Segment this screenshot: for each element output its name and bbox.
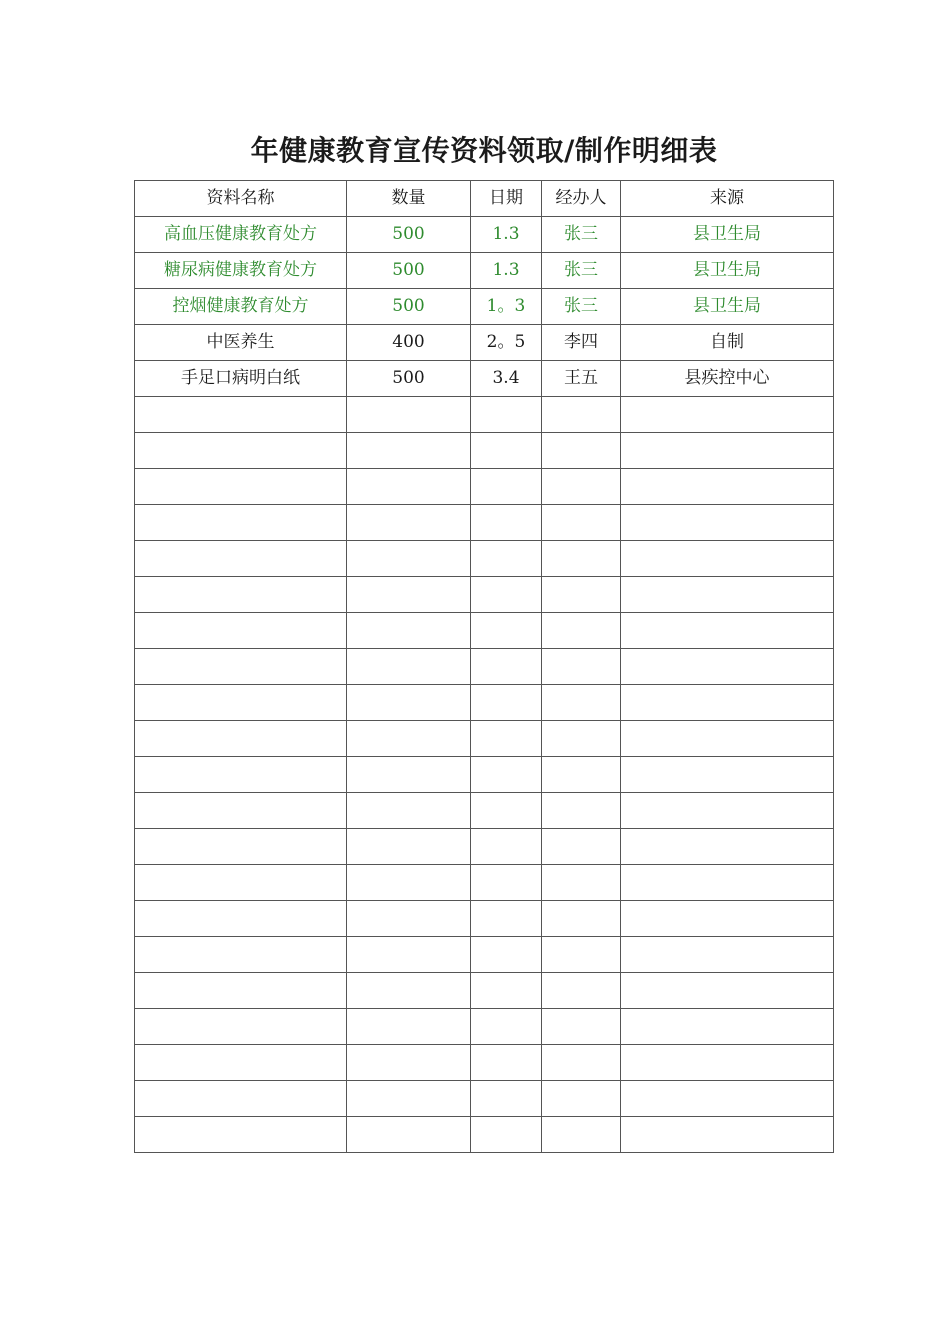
cell-date: 1.3 <box>471 253 542 289</box>
empty-cell <box>471 937 542 973</box>
empty-row <box>135 541 834 577</box>
empty-cell <box>621 757 834 793</box>
empty-cell <box>621 433 834 469</box>
empty-cell <box>542 433 621 469</box>
cell-handler: 张三 <box>542 253 621 289</box>
empty-cell <box>347 901 471 937</box>
empty-cell <box>347 577 471 613</box>
empty-row <box>135 1117 834 1153</box>
empty-row <box>135 469 834 505</box>
empty-cell <box>135 1045 347 1081</box>
cell-handler: 张三 <box>542 217 621 253</box>
empty-cell <box>542 505 621 541</box>
empty-cell <box>621 649 834 685</box>
empty-row <box>135 613 834 649</box>
empty-row <box>135 397 834 433</box>
empty-row <box>135 1045 834 1081</box>
empty-cell <box>347 685 471 721</box>
empty-cell <box>542 1009 621 1045</box>
empty-cell <box>542 793 621 829</box>
empty-cell <box>621 1081 834 1117</box>
empty-cell <box>471 1045 542 1081</box>
empty-cell <box>471 505 542 541</box>
empty-cell <box>621 541 834 577</box>
empty-cell <box>542 757 621 793</box>
empty-cell <box>135 469 347 505</box>
empty-row <box>135 685 834 721</box>
empty-cell <box>542 721 621 757</box>
page-title: 年健康教育宣传资料领取/制作明细表 <box>250 134 718 167</box>
cell-quantity: 500 <box>347 217 471 253</box>
empty-cell <box>135 613 347 649</box>
empty-cell <box>542 1081 621 1117</box>
empty-cell <box>471 649 542 685</box>
empty-cell <box>347 541 471 577</box>
empty-cell <box>542 829 621 865</box>
cell-handler: 李四 <box>542 325 621 361</box>
empty-cell <box>621 469 834 505</box>
cell-material-name: 控烟健康教育处方 <box>135 289 347 325</box>
header-source: 来源 <box>621 181 834 217</box>
cell-date: 1。3 <box>471 289 542 325</box>
cell-source: 县疾控中心 <box>621 361 834 397</box>
empty-row <box>135 505 834 541</box>
table-row <box>135 217 834 253</box>
empty-cell <box>347 829 471 865</box>
empty-cell <box>471 541 542 577</box>
empty-cell <box>347 433 471 469</box>
empty-cell <box>135 865 347 901</box>
header-date: 日期 <box>471 181 542 217</box>
empty-row <box>135 973 834 1009</box>
empty-cell <box>135 829 347 865</box>
table-row <box>135 289 834 325</box>
empty-cell <box>542 865 621 901</box>
empty-cell <box>621 829 834 865</box>
empty-cell <box>471 397 542 433</box>
empty-cell <box>135 1081 347 1117</box>
empty-cell <box>471 685 542 721</box>
empty-cell <box>471 757 542 793</box>
empty-cell <box>621 721 834 757</box>
empty-cell <box>542 1045 621 1081</box>
cell-handler: 王五 <box>542 361 621 397</box>
empty-cell <box>135 793 347 829</box>
empty-cell <box>542 973 621 1009</box>
empty-cell <box>542 1117 621 1153</box>
empty-cell <box>471 1117 542 1153</box>
empty-cell <box>347 865 471 901</box>
cell-material-name: 中医养生 <box>135 325 347 361</box>
cell-handler: 张三 <box>542 289 621 325</box>
header-handler: 经办人 <box>542 181 621 217</box>
empty-cell <box>621 973 834 1009</box>
header-quantity: 数量 <box>347 181 471 217</box>
empty-cell <box>542 937 621 973</box>
empty-cell <box>621 577 834 613</box>
empty-cell <box>135 577 347 613</box>
cell-date: 3.4 <box>471 361 542 397</box>
empty-cell <box>542 649 621 685</box>
empty-cell <box>135 1009 347 1045</box>
empty-cell <box>347 505 471 541</box>
empty-cell <box>347 397 471 433</box>
empty-row <box>135 793 834 829</box>
empty-row <box>135 577 834 613</box>
empty-row <box>135 649 834 685</box>
empty-cell <box>621 901 834 937</box>
cell-quantity: 500 <box>347 253 471 289</box>
empty-cell <box>471 865 542 901</box>
empty-cell <box>471 577 542 613</box>
empty-cell <box>621 937 834 973</box>
empty-cell <box>471 793 542 829</box>
cell-quantity: 400 <box>347 325 471 361</box>
empty-cell <box>347 1117 471 1153</box>
cell-source: 县卫生局 <box>621 289 834 325</box>
empty-cell <box>135 649 347 685</box>
empty-cell <box>542 577 621 613</box>
empty-cell <box>135 541 347 577</box>
empty-cell <box>135 973 347 1009</box>
cell-quantity: 500 <box>347 289 471 325</box>
empty-row <box>135 721 834 757</box>
empty-cell <box>621 1045 834 1081</box>
empty-cell <box>471 469 542 505</box>
empty-cell <box>135 397 347 433</box>
empty-cell <box>135 937 347 973</box>
cell-material-name: 高血压健康教育处方 <box>135 217 347 253</box>
empty-row <box>135 757 834 793</box>
empty-cell <box>135 505 347 541</box>
empty-cell <box>135 1117 347 1153</box>
empty-cell <box>471 433 542 469</box>
empty-cell <box>621 1117 834 1153</box>
empty-cell <box>621 793 834 829</box>
empty-row <box>135 829 834 865</box>
empty-row <box>135 433 834 469</box>
empty-cell <box>471 1081 542 1117</box>
cell-date: 2。5 <box>471 325 542 361</box>
empty-cell <box>347 757 471 793</box>
cell-source: 县卫生局 <box>621 217 834 253</box>
empty-cell <box>621 1009 834 1045</box>
empty-cell <box>471 721 542 757</box>
cell-material-name: 手足口病明白纸 <box>135 361 347 397</box>
empty-cell <box>471 901 542 937</box>
empty-cell <box>347 721 471 757</box>
empty-row <box>135 1009 834 1045</box>
empty-cell <box>542 901 621 937</box>
empty-cell <box>621 397 834 433</box>
empty-cell <box>347 613 471 649</box>
empty-cell <box>542 397 621 433</box>
empty-cell <box>471 613 542 649</box>
empty-cell <box>347 973 471 1009</box>
empty-cell <box>542 613 621 649</box>
empty-cell <box>621 865 834 901</box>
table-row <box>135 361 834 397</box>
table-row <box>135 253 834 289</box>
empty-cell <box>347 1081 471 1117</box>
empty-cell <box>135 901 347 937</box>
table-body <box>135 217 834 1153</box>
empty-cell <box>135 757 347 793</box>
empty-row <box>135 901 834 937</box>
empty-cell <box>135 721 347 757</box>
empty-cell <box>621 505 834 541</box>
empty-cell <box>347 1009 471 1045</box>
detail-table <box>134 180 834 1153</box>
table-row <box>135 325 834 361</box>
header-material-name: 资料名称 <box>135 181 347 217</box>
empty-cell <box>347 469 471 505</box>
empty-row <box>135 937 834 973</box>
cell-source: 自制 <box>621 325 834 361</box>
cell-quantity: 500 <box>347 361 471 397</box>
empty-cell <box>135 685 347 721</box>
empty-cell <box>542 469 621 505</box>
cell-material-name: 糖尿病健康教育处方 <box>135 253 347 289</box>
empty-cell <box>347 1045 471 1081</box>
empty-cell <box>542 541 621 577</box>
empty-row <box>135 1081 834 1117</box>
empty-cell <box>347 937 471 973</box>
empty-row <box>135 865 834 901</box>
empty-cell <box>471 973 542 1009</box>
empty-cell <box>135 433 347 469</box>
empty-cell <box>471 1009 542 1045</box>
empty-cell <box>621 613 834 649</box>
empty-cell <box>621 685 834 721</box>
cell-date: 1.3 <box>471 217 542 253</box>
cell-source: 县卫生局 <box>621 253 834 289</box>
empty-cell <box>471 829 542 865</box>
empty-cell <box>347 649 471 685</box>
header-row <box>135 181 834 217</box>
empty-cell <box>347 793 471 829</box>
empty-cell <box>542 685 621 721</box>
